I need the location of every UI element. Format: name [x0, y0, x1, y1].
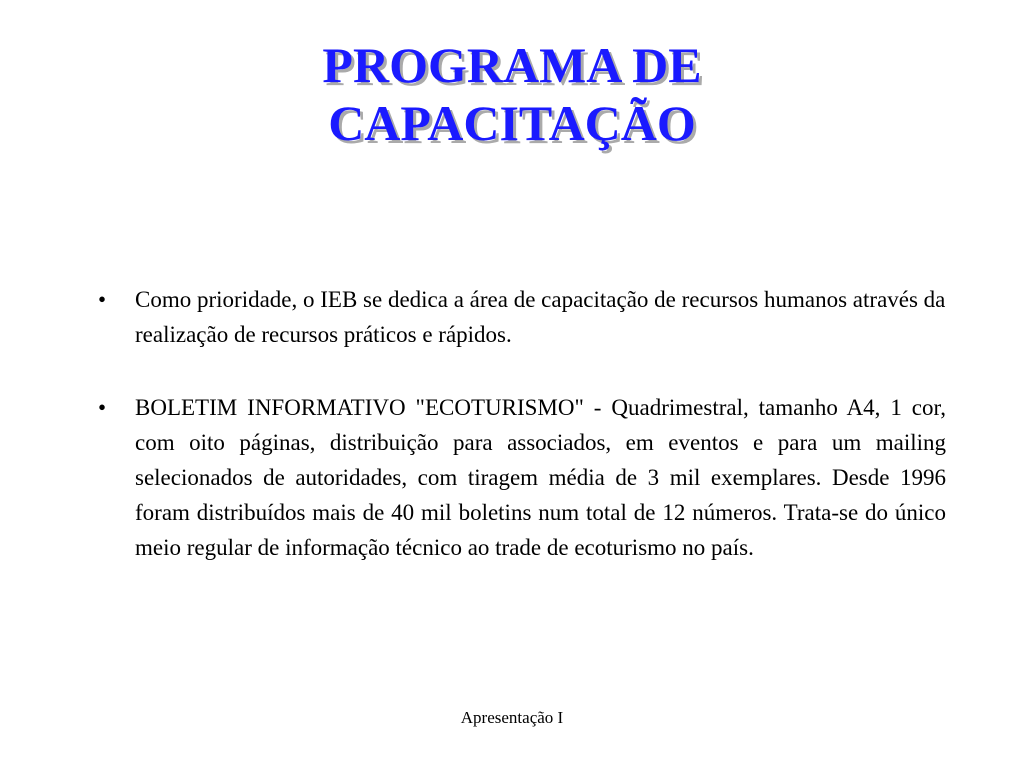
bullet-icon: •	[98, 287, 107, 312]
bullet-item-1	[98, 282, 946, 352]
bullet-item-2	[98, 390, 946, 565]
bullet-icon: •	[98, 395, 107, 420]
slide-title	[0, 36, 1024, 152]
bullet-text-1: Como prioridade, o IEB se dedica a área de capacitação de recursos humanos através da realização de recursos práticos e rápidos.	[135, 287, 946, 347]
slide-title-line-2: CAPACITAÇÃO	[328, 95, 696, 151]
bullet-list	[98, 282, 946, 603]
slide-title-line-1: PROGRAMA DE	[322, 37, 702, 93]
slide-footer: Apresentação I	[460, 708, 564, 727]
bullet-text-2: BOLETIM INFORMATIVO "ECOTURISMO" - Quadrimestral, tamanho A4, 1 cor, com oito páginas, distribuição para associados, em eventos e para um mailing selecionados de autoridades, com tiragem média de 3 mil exemplares. Desde 1996 foram distribuídos mais de 40 mil boletins num total de 12 números. Trata-se do único meio regular de informação técnico ao trade de ecoturismo no país.	[135, 395, 946, 560]
